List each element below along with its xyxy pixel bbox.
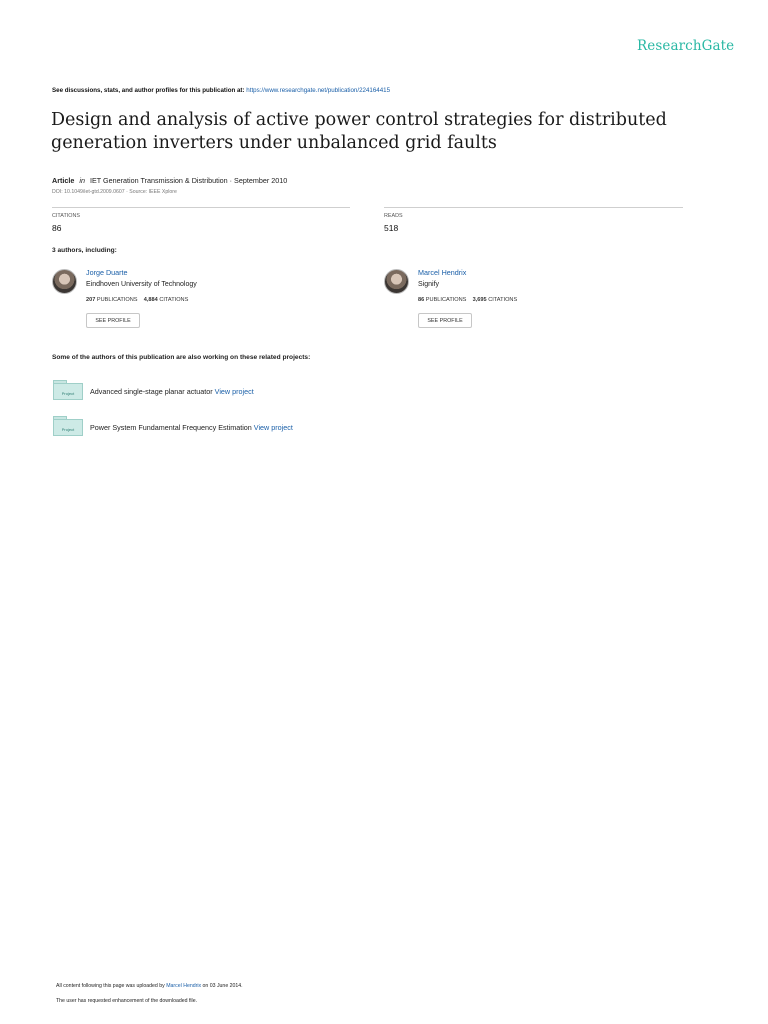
project-folder-label: Project [61,391,75,396]
author-avatar[interactable] [52,269,77,294]
researchgate-logo[interactable]: ResearchGate [637,38,735,54]
paper-title: Design and analysis of active power control strategies for distributed generation inverters under unbalanced grid faults [51,110,667,153]
view-project-link[interactable]: View project [253,423,293,432]
journal-info: IET Generation Transmission & Distribution · September 2010 [89,176,288,185]
reads-count: 518 [384,223,399,233]
citations-count: 86 [52,223,62,233]
enhancement-note: The user has requested enhancement of the downloaded file. [56,998,198,1004]
citations-divider [52,207,350,208]
see-profile-button[interactable]: SEE PROFILE [86,313,140,328]
uploader-link[interactable]: Marcel Hendrix [166,983,202,989]
author-name-link[interactable]: Marcel Hendrix [418,268,467,277]
publications-count: 86 [418,297,425,303]
see-profile-button[interactable]: SEE PROFILE [418,313,472,328]
discussion-lead-text: See discussions, stats, and author profiles for this publication at: [52,87,245,94]
upload-note [56,983,243,989]
article-type: Article [52,176,75,185]
doi-line: DOI: 10.1049/iet-gtd.2009.0607 · Source: IEEE Xplore [52,189,177,195]
author-stats [418,297,517,303]
publications-label: PUBLICATIONS [96,297,138,303]
author-name-link[interactable]: Jorge Duarte [86,268,128,277]
project-folder-icon[interactable] [53,380,83,400]
reads-label: READS [384,213,403,219]
related-project-item [90,387,254,396]
upload-suffix: on 03 June 2014. [202,983,243,989]
citations-label: CITATIONS [52,213,80,219]
view-project-link[interactable]: View project [214,387,254,396]
related-project-item [90,423,293,432]
publication-meta [52,176,287,185]
upload-prefix: All content following this page was uploaded by [56,983,165,989]
author-institution: Signify [418,281,440,288]
project-folder-label: Project [61,427,75,432]
publications-count: 207 [86,297,96,303]
project-title: Advanced single-stage planar actuator [90,387,213,396]
author-institution: Eindhoven University of Technology [86,281,197,288]
project-folder-icon[interactable] [53,416,83,436]
in-word: in [79,176,85,185]
author-citations-label: CITATIONS [488,297,518,303]
publications-label: PUBLICATIONS [425,297,467,303]
project-title: Power System Fundamental Frequency Estimation [90,423,252,432]
reads-divider [384,207,683,208]
author-citations-count: 4,884 [143,297,158,303]
discussion-line [52,87,390,94]
related-projects-heading: Some of the authors of this publication are also working on these related projects: [52,354,311,361]
author-citations-count: 3,695 [472,297,487,303]
authors-heading: 3 authors, including: [52,247,117,254]
author-stats [86,297,188,303]
publication-url-link[interactable]: https://www.researchgate.net/publication/224164415 [246,87,391,94]
author-citations-label: CITATIONS [159,297,189,303]
author-avatar[interactable] [384,269,409,294]
